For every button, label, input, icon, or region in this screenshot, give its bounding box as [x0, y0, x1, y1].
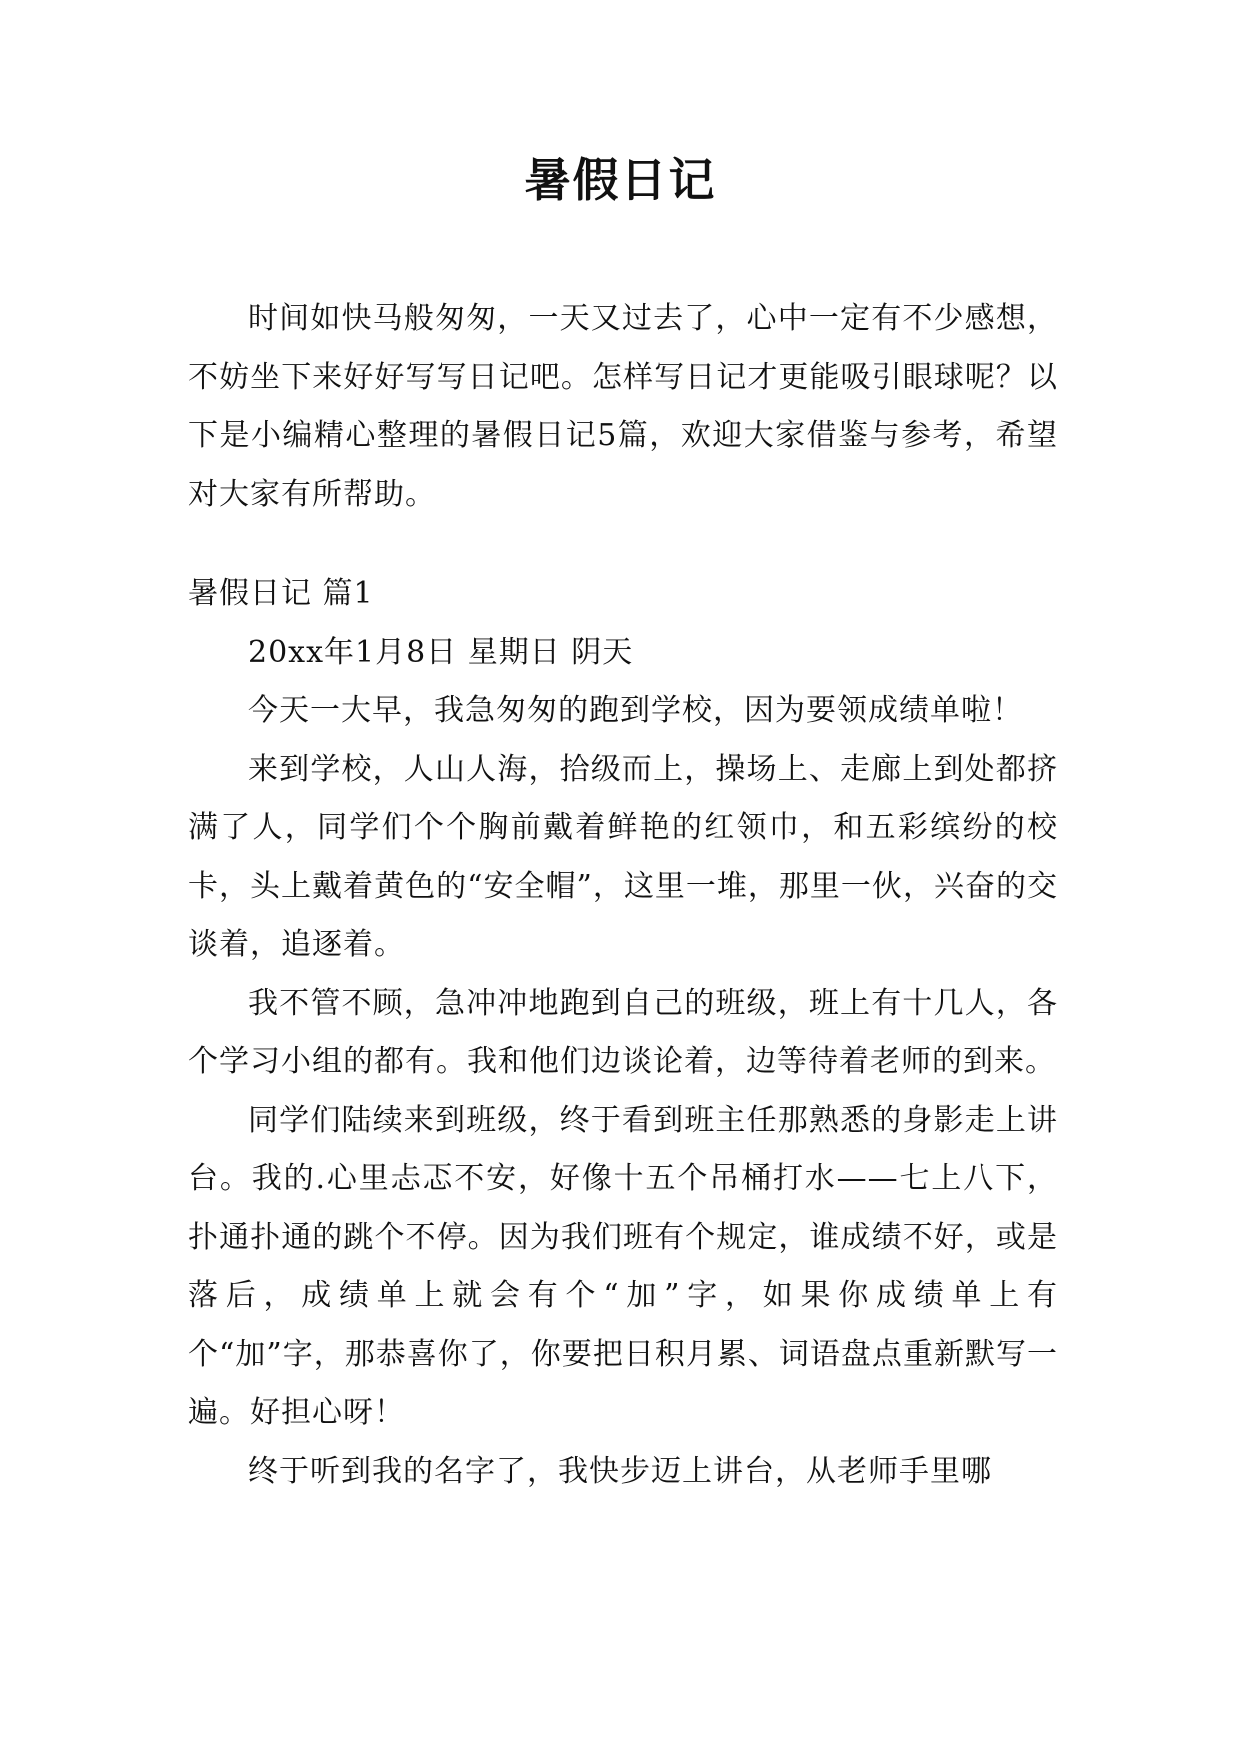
body-paragraph: 终于听到我的名字了，我快步迈上讲台，从老师手里哪: [248, 1453, 992, 1489]
body-paragraph: 今天一大早，我急匆匆的跑到学校，因为要领成绩单啦！: [248, 693, 1023, 728]
date-line: 20xx年1月8日 星期日 阴天: [248, 634, 634, 670]
body-paragraph: 同学们陆续来到班级，终于看到班主任那熟悉的身影走上讲台。我的.心里忐忑不安，好像十五个吊桶打水——七上八下，扑通扑通的跳个不停。因为我们班有个规定，谁成绩不好，或是落后，成绩单上就会有个“加”字，如果你成绩单上有个“加”字，那恭喜你了，你要把日积月累、词语盘点重新默写一遍。好担心呀！: [188, 1102, 1058, 1430]
body-paragraph: 来到学校，人山人海，拾级而上，操场上、走廊上到处都挤满了人，同学们个个胸前戴着鲜艳的红领巾，和五彩缤纷的校卡，头上戴着黄色的“安全帽”，这里一堆，那里一伙，兴奋的交谈着，追逐着。: [188, 751, 1058, 962]
document-body: [188, 290, 1058, 1501]
intro-paragraph: 时间如快马般匆匆，一天又过去了，心中一定有不少感想，不妨坐下来好好写写日记吧。怎样写日记才更能吸引眼球呢？以下是小编精心整理的暑假日记5篇，欢迎大家借鉴与参考，希望对大家有所帮助。: [188, 301, 1058, 512]
body-paragraph: 我不管不顾，急冲冲地跑到自己的班级，班上有十几人，各个学习小组的都有。我和他们边谈论着，边等待着老师的到来。: [188, 985, 1058, 1079]
section-heading: 暑假日记 篇1: [188, 576, 374, 611]
paragraph-gap: [188, 524, 1058, 565]
document-title: 暑假日记: [524, 153, 717, 207]
